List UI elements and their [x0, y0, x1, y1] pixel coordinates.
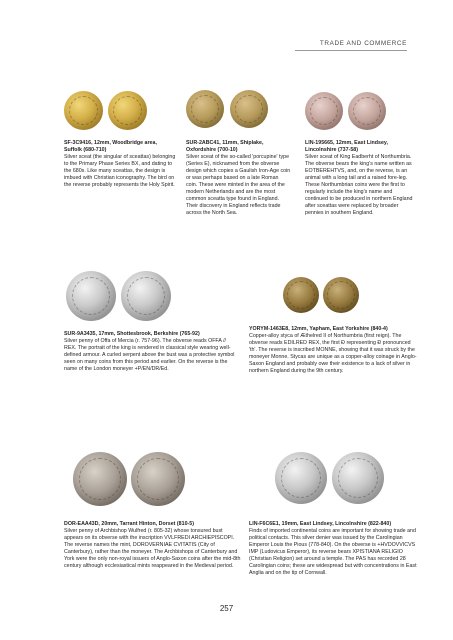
header-rule [295, 50, 407, 51]
caption-body: Silver penny of Offa of Mercia (r. 757-96). The obverse reads OFFA // REX. The portrait of the king is rendered in classical style wearing well-defined armour. A curled serpent above the bust was a protective symbol seen on many coins from this period and earlier. On the reverse is the name of the London moneyer +P/EN/DR/Ed. [64, 338, 235, 373]
coin-sur2abc41-obverse [186, 90, 224, 128]
running-head: TRADE AND COMMERCE [319, 40, 407, 47]
caption-linf6c6e1 [249, 521, 421, 577]
caption-yorym1463e8 [249, 326, 419, 375]
coin-linf6c6e1-reverse [332, 452, 384, 504]
caption-doreaa43d [64, 521, 242, 570]
coin-sf3c9416-reverse [108, 91, 147, 130]
caption-body: Silver sceat (the singular of sceattas) belonging to the Primary Phase Series BX, and dating to the 680s. Like many sceattas, the design is imbued with Christian iconography. The bird on the reverse probably represents the Holy Spirit. [64, 154, 176, 189]
coin-lin195665-reverse [348, 92, 386, 130]
page-number: 257 [219, 604, 234, 613]
caption-body: Silver sceat of King Eadberht of Northumbria. The obverse bears the king's name written as EOTBEREHTVS, and, on the reverse, is an animal with a long tail and a raised fore-leg. These Northumbrian coins were the first to regularly include the king's name and continued to be produced in northern England after sceattas were replaced by broader pennies in southern England. [305, 154, 413, 217]
coin-yorym1463e8-reverse [323, 277, 359, 313]
caption-title: LIN-F6C6E1, 19mm, East Lindsey, Lincolnshire (822-840) [249, 521, 392, 527]
coin-sur9a3435-obverse [66, 271, 116, 321]
caption-title: LIN-195665, 12mm, East Lindsey, Lincolnshire (737-58) [305, 140, 388, 154]
caption-sf3c9416 [64, 140, 176, 189]
caption-body: Finds of imported continental coins are important for showing trade and political contacts. This silver denier was issued by the Carolingian Emperor Louis the Pious (778-840). On the obverse is +HVDOVVICVS IMP (Ludovicus Emperor), its reverse bears XPISTIANA RELIGIO (Christian Religion) set around a temple. The PAS has recorded 28 Carolingian coins; these are widespread but with concentrations in East Anglia and on the tip of Cornwall. [249, 528, 417, 577]
caption-sur2abc41 [186, 140, 291, 218]
caption-lin195665 [305, 140, 413, 218]
coin-sur9a3435-reverse [121, 271, 171, 321]
caption-title: SF-3C9416, 12mm, Woodbridge area, Suffolk (680-710) [64, 140, 157, 154]
caption-body: Silver penny of Archbishop Wulfred (r. 805-32) whose tonsured bust appears on its obverse with the inscription VVLFREDI ARCHIEPISCOPI. The reverse names the mint, DOROVERNIAE CVITATIS (City of Canterbury), rather than the moneyer. The Archbishops of Canterbury and York were the only non-royal issuers of Anglo-Saxon coins after the mid-8th century although ecclesiastical mints reappeared in the Medieval period. [64, 528, 241, 570]
caption-body: Silver sceat of the so-called 'porcupine' type (Series E), nicknamed from the obverse design which copies a Gaulish Iron-Age coin or was perhaps based on a late Roman coin. These were minted in the area of the modern Netherlands and are the most common sceatta type found in England. Their discovery in England reflects trade across the North Sea. [186, 154, 291, 217]
caption-title: YORYM-1463E8, 12mm, Yapham, East Yorkshire (840-4) [249, 326, 388, 332]
coin-lin195665-obverse [305, 92, 343, 130]
caption-title: DOR-EAA43D, 20mm, Tarrant Hinton, Dorset (810-5) [64, 521, 194, 527]
caption-sur9a3435 [64, 331, 236, 373]
coin-sur2abc41-reverse [230, 90, 268, 128]
caption-title: SUR-9A3435, 17mm, Shottesbrook, Berkshire (765-92) [64, 331, 200, 337]
caption-title: SUR-2ABC41, 11mm, Shiplake, Oxfordshire (700-10) [186, 140, 264, 154]
caption-body: Copper-alloy styca of Æthelred II of Northumbria (first reign). The obverse reads EDILRED REX, the first Ð representing Ð pronounced 'th'. The reverse is inscribed MONNE, showing that it was struck by the moneyer Monne. Stycas are unique as a copper-alloy coinage in Anglo-Saxon England and probably owe their existence to a lack of silver in northern England during the 9th century. [249, 333, 417, 375]
coin-doreaa43d-reverse [131, 452, 185, 506]
coin-yorym1463e8-obverse [283, 277, 319, 313]
coin-linf6c6e1-obverse [275, 452, 327, 504]
coin-sf3c9416-obverse [64, 91, 103, 130]
coin-doreaa43d-obverse [73, 452, 127, 506]
